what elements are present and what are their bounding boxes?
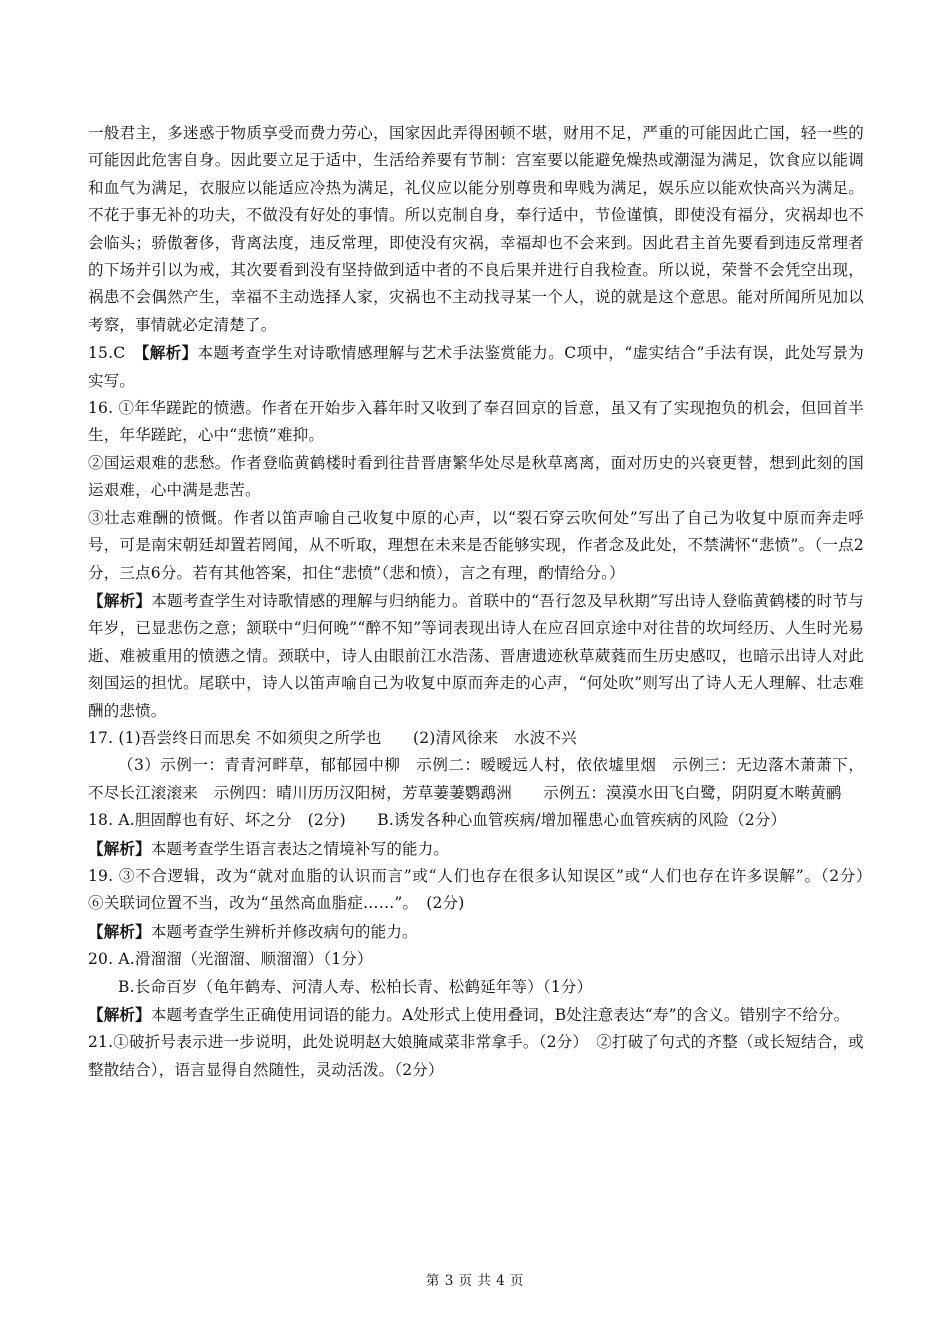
answer-19: 19. ③不合逻辑，改为“就对血脂的认识而言”或“人们也存在很多认知误区”或“人们也存在许多误解”。（2分） ⑥关联词位置不当，改为“虽然高血脂症……”。 (2分) (88, 866, 880, 913)
translation-paragraph: 一般君主，多迷惑于物质享受而费力劳心，国家因此弄得困顿不堪，财用不足，严重的可能因此亡国，轻一些的可能因此危害自身。因此要立足于适中，生活给养要有节制：宫室要以能避免燥热或潮湿为满足，饮食应以能调和血气为满足，衣服应以能适应冷热为满足，礼仪应以能分别尊贵和卑贱为满足，娱乐应以能欢快高兴为满足。不花于事无补的功夫，不做没有好处的事情。所以克制自身，奉行适中，节俭谨慎，即使没有福分，灾祸却也不会临头；骄傲奢侈，背离法度，违反常理，即使没有灾祸，幸福却也不会来到。因此君主首先要看到违反常理者的下场并引以为戒，其次要看到没有坚持做到适中者的不良后果并进行自我检查。所以说，荣誉不会凭空出现，祸患不会偶然产生，幸福不主动选择人家，灾祸也不主动找寻某一个人，说的就是这个意思。能对所闻所见加以考察，事情就必定清楚了。 (88, 124, 864, 334)
analysis-label: 【解析】 (141, 343, 198, 363)
answer-19-analysis-text: 本题考查学生辨析并修改病句的能力。 (150, 922, 418, 941)
answer-16-point-2: ②国运艰难的悲愁。作者登临黄鹤楼时看到往昔晋唐繁华处尽是秋草离离，面对历史的兴衰更替，想到此刻的国运艰难，心中满是悲苦。 (88, 453, 864, 500)
answer-21: 21.①破折号表示进一步说明，此处说明赵大娘腌咸菜非常拿手。（2分） ②打破了句式的齐整（或长短结合，或整散结合），语言显得自然随性，灵动活泼。（2分） (88, 1033, 864, 1079)
answer-15-analysis: 本题考查学生对诗歌情感理解与艺术手法鉴赏能力。C项中，“虚实结合”手法有误，此处写景为实写。 (88, 344, 865, 390)
answer-16-analysis (88, 587, 864, 725)
page-number: 第 3 页 共 4 页 (425, 1273, 525, 1289)
answer-content (88, 120, 880, 1084)
analysis-label: 【解析】 (88, 1005, 151, 1024)
answer-20-analysis (88, 1001, 864, 1029)
answer-17-line-2: （3）示例一：青青河畔草，郁郁园中柳 示例二：暧暧远人村，依依墟里烟 示例三：无边落木萧萧下，不尽长江滚滚来 示例四：晴川历历汉阳树，芳草萋萋鹦鹉洲 示例五：漠漠水田飞白鹭，阴阴夏木啭黄鹂 (88, 756, 864, 802)
answer-20-analysis-text: 本题考查学生正确使用词语的能力。A处形式上使用叠词，B处注意表达“寿”的含义。错别字不给分。 (150, 1006, 850, 1024)
analysis-label: 【解析】 (88, 838, 151, 858)
answer-16-point-1: 16. ①年华蹉跎的愤懑。作者在开始步入暮年时又收到了奉召回京的旨意，虽又有了实现抱负的机会，但回首半生，年华蹉跎，心中“悲愤”难抑。 (88, 399, 864, 445)
analysis-label: 【解析】 (88, 590, 152, 610)
answer-18-analysis (88, 835, 864, 863)
answer-20-b: B.长命百岁（龟年鹤寿、河清人寿、松柏长青、松鹤延年等）（1分） (118, 977, 593, 996)
answer-18-analysis-text: 本题考查学生语言表达之情境补写的能力。 (150, 839, 450, 858)
answer-19-analysis (88, 918, 864, 946)
answer-15-head: 15.C (88, 344, 142, 363)
answer-20-a: 20. A.滑溜溜（光溜溜、顺溜溜）（1分） (88, 950, 373, 969)
analysis-label: 【解析】 (88, 921, 151, 941)
answer-17-line-1: 17. (1)吾尝终日而思矣 不如须臾之所学也 (2)清风徐来 水波不兴 (88, 728, 577, 747)
answer-15 (88, 339, 864, 395)
answer-16-analysis-text: 本题考查学生对诗歌情感的理解与归纳能力。首联中的“吾行忽及早秋期”写出诗人登临黄鹤楼的时节与年岁，已显悲伤之意；颔联中“归何晚”“醉不知”等词表现出诗人在应召回京途中对往昔的坎坷经历、人生时光易逝、难被重用的愤懑之情。颈联中，诗人由眼前江水浩荡、晋唐遗迹秋草葳蕤而生历史感叹，也暗示出诗人对此刻国运的担忧。尾联中，诗人以笛声喻自己为收复中原而奔走的心声，“何处吹”则写出了诗人无人理解、壮志难酬的悲愤。 (88, 591, 864, 720)
answer-16-point-3: ③壮志难酬的愤慨。作者以笛声喻自己收复中原的心声，以“裂石穿云吹何处”写出了自己为收复中原而奔走呼号，可是南宋朝廷却置若罔闻，从不听取，理想在未来是否能够实现，作者念及此处，不禁满怀“悲愤”。（一点2分，三点6分。若有其他答案，扣住“悲愤”（悲和愤），言之有理，酌情给分。） (88, 508, 864, 582)
answer-18: 18. A.胆固醇也有好、坏之分 (2分) B.诱发各种心血管疾病/增加罹患心血管疾病的风险（2分） (88, 811, 787, 830)
